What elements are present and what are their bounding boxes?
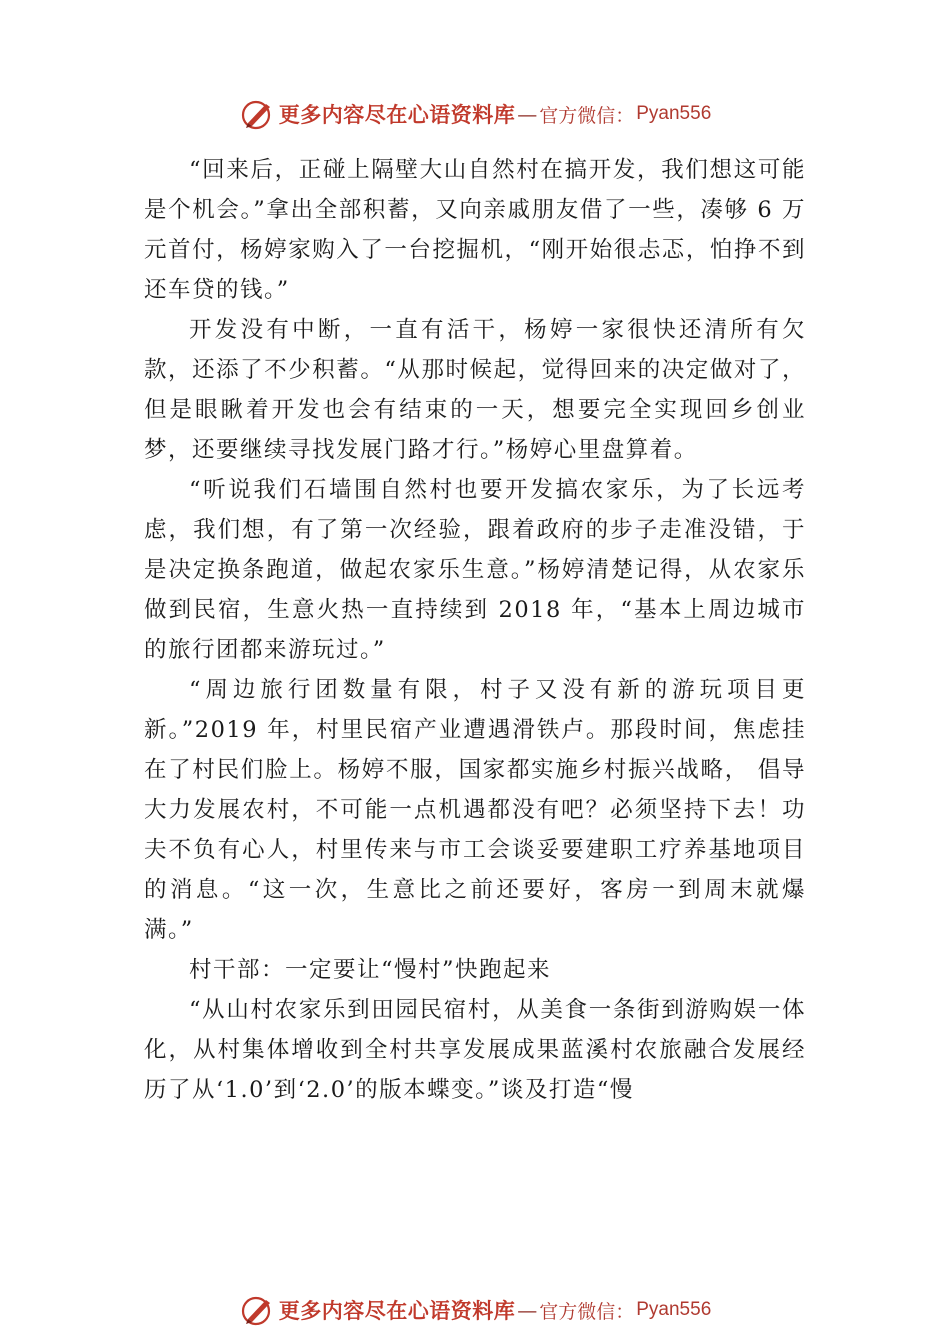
wechat-account: Pyan556 xyxy=(636,1299,712,1320)
brand-name: 更多内容尽在心语资料库 xyxy=(278,102,516,127)
pen-logo-icon xyxy=(239,1292,275,1328)
paragraph-1: “回来后，正碰上隔壁大山自然村在搞开发，我们想这可能是个机会。”拿出全部积蓄，又向亲戚朋友借了一些，凑够 6 万元首付，杨婷家购入了一台挖掘机，“刚开始很忐忑，怕挣不到还车贷的钱。” xyxy=(144,157,806,303)
paragraph-2: 开发没有中断，一直有活干，杨婷一家很快还清所有欠款，还添了不少积蓄。“从那时候起，觉得回来的决定做对了，但是眼瞅着开发也会有结束的一天，想要完全实现回乡创业梦，还要继续寻找发展门路才行。”杨婷心里盘算着。 xyxy=(144,317,806,463)
paragraph-4: “周边旅行团数量有限，村子又没有新的游玩项目更新。”2019 年，村里民宿产业遭遇滑铁卢。那段时间，焦虑挂在了村民们脸上。杨婷不服，国家都实施乡村振兴战略， 倡导大力发展农村，不可能一点机遇都没有吧？必须坚持下去！功夫不负有心人，村里传来与市工会谈妥要建职工疗养基地项目的消息。“这一次，生意比之前还要好，客房一到周末就爆满。” xyxy=(144,677,806,943)
article-body xyxy=(144,150,806,1110)
header-banner xyxy=(0,92,950,136)
wechat-label: 官方微信： xyxy=(539,104,635,127)
wechat-label: 官方微信： xyxy=(539,1300,635,1323)
brand-separator: — xyxy=(517,102,538,126)
paragraph-5: “从山村农家乐到田园民宿村，从美食一条街到游购娱一体化，从村集体增收到全村共享发展成果蓝溪村农旅融合发展经历了从‘1.0’到‘2.0’的版本蝶变。”谈及打造“慢 xyxy=(144,997,806,1103)
wechat-account: Pyan556 xyxy=(636,103,712,124)
section-heading: 村干部：一定要让“慢村”快跑起来 xyxy=(189,957,552,983)
pen-logo-icon xyxy=(239,96,275,132)
brand-name: 更多内容尽在心语资料库 xyxy=(278,1298,516,1323)
footer-banner xyxy=(0,1288,950,1332)
paragraph-3: “听说我们石墙围自然村也要开发搞农家乐，为了长远考虑，我们想，有了第一次经验，跟着政府的步子走准没错，于是决定换条跑道，做起农家乐生意。”杨婷清楚记得，从农家乐做到民宿，生意火热一直持续到 2018 年，“基本上周边城市的旅行团都来游玩过。” xyxy=(144,477,806,663)
brand-separator: — xyxy=(517,1298,538,1322)
